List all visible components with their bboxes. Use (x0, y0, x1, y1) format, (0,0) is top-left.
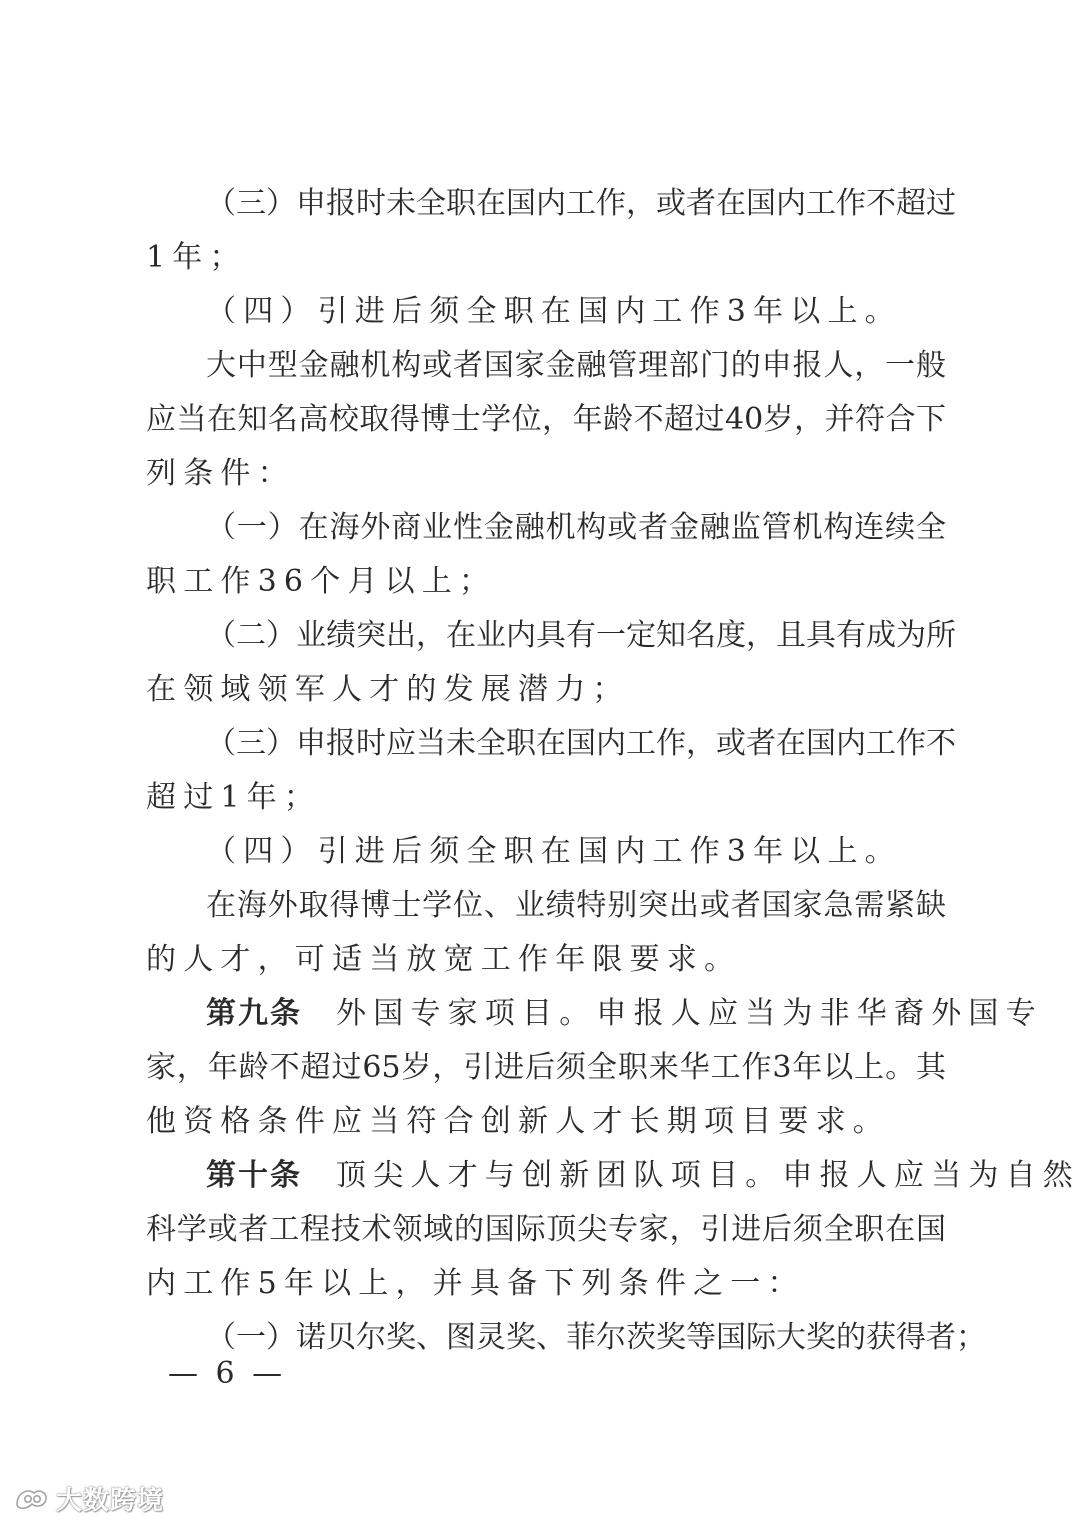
body-text-line: 应当在知名高校取得博士学位，年龄不超过40岁，并符合下 (146, 402, 946, 437)
body-text-line: 他资格条件应当符合创新人才长期项目要求。 (146, 1104, 890, 1139)
body-text-line: 大中型金融机构或者国家金融管理部门的申报人，一般 (206, 348, 946, 383)
article-line (206, 1149, 1080, 1203)
article-text: 外国专家项目。申报人应当为非华裔外国专 (336, 996, 1043, 1031)
body-text-line: （一）在海外商业性金融机构或者金融监管机构连续全 (206, 510, 946, 545)
page-number: — 6 — (168, 1356, 287, 1391)
body-text-line: 在海外取得博士学位、业绩特别突出或者国家急需紧缺 (206, 888, 946, 923)
body-text-line: （三）申报时应当未全职在国内工作，或者在国内工作不 (206, 726, 956, 761)
watermark-text: 大数跨境 (56, 1485, 165, 1516)
body-text-line: （四）引进后须全职在国内工作3年以上。 (206, 834, 902, 869)
watermark (14, 1480, 164, 1516)
body-text-line: （二）业绩突出，在业内具有一定知名度，且具有成为所 (206, 618, 956, 653)
body-text-line: 超过1年； (146, 780, 322, 815)
article-heading: 第九条 (206, 996, 302, 1031)
body-text-line: 1年； (146, 240, 247, 275)
article-heading: 第十条 (206, 1158, 302, 1193)
body-text-line: 家，年龄不超过65岁，引进后须全职来华工作3年以上。其 (146, 1050, 946, 1085)
body-text-line: 列条件： (146, 456, 295, 491)
body-text-line: 的人才，可适当放宽工作年限要求。 (146, 942, 742, 977)
article-text: 顶尖人才与创新团队项目。申报人应当为自然 (336, 1158, 1080, 1193)
body-text-line: 内工作5年以上，并具备下列条件之一： (146, 1266, 805, 1301)
body-text-line: （四）引进后须全职在国内工作3年以上。 (206, 294, 902, 329)
dashujk-logo-icon (14, 1484, 50, 1512)
body-text-line: 科学或者工程技术领域的国际顶尖专家，引进后须全职在国 (146, 1212, 946, 1247)
article-line (206, 987, 1043, 1041)
body-text-line: 在领域领军人才的发展潜力； (146, 672, 630, 707)
body-text-line: 职工作36个月以上； (146, 564, 497, 599)
body-text-line: （一）诺贝尔奖、图灵奖、菲尔茨奖等国际大奖的获得者； (206, 1320, 986, 1355)
body-text-line: （三）申报时未全职在国内工作，或者在国内工作不超过 (206, 186, 956, 221)
